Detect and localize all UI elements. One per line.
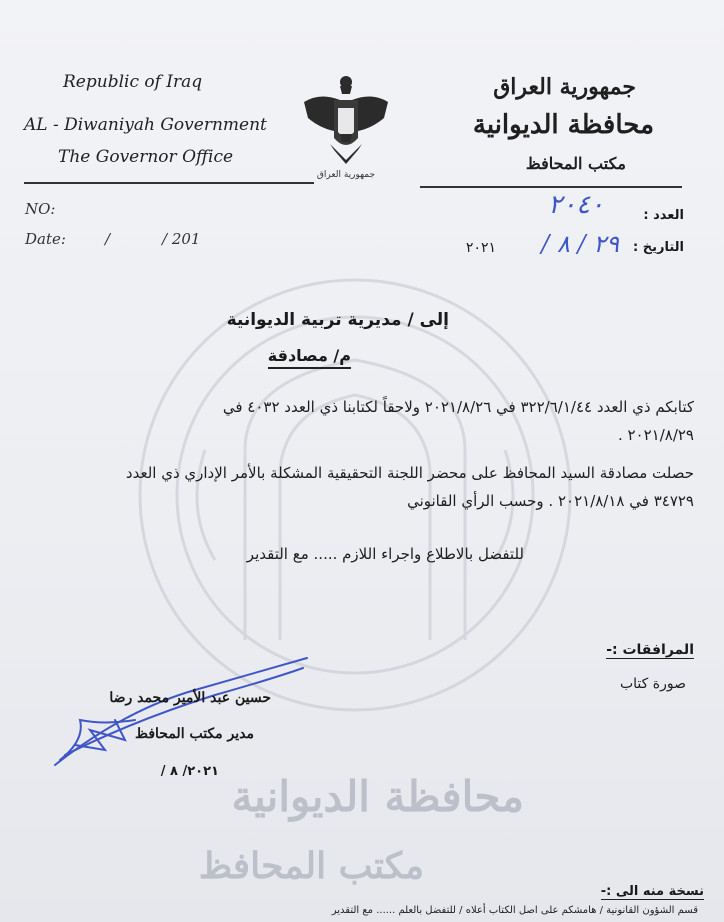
para1-line1: كتابكم ذي العدد ٣٢٢/٦/١/٤٤ في ٢٠٢١/٨/٢٦ ولاحقاً لكتابنا ذي العدد ٤٠٣٢ في [222, 398, 694, 416]
date-year: ٢٠٢١ [465, 240, 496, 256]
header-ar-line2: محافظة الديوانية [472, 110, 654, 140]
header-ar-line3: مكتب المحافظ [525, 154, 626, 173]
signature-date: ٢٠٢١/ ٨ / [160, 764, 219, 779]
copy-line: قسم الشؤون القانونية / هامشكم على اصل الكتاب أعلاه / للتفضل بالعلم ...... مع التقدير [331, 905, 698, 916]
attachments-item: صورة كتاب [619, 676, 686, 692]
date-label-ar: التاريخ : [633, 240, 684, 255]
closing-line: للتفضل بالاطلاع واجراء اللازم ..... مع التقدير [246, 545, 524, 563]
emblem-caption: جمهورية العراق [316, 170, 376, 180]
eagle-icon [300, 72, 392, 172]
letter-subject: م/ مصادقة [268, 346, 351, 369]
header-ar-line1: جمهورية العراق [493, 74, 636, 100]
para2-line1: حصلت مصادقة السيد المحافظ على محضر اللجنة التحقيقية المشكلة بالأمر الإداري ذي العدد [125, 464, 694, 482]
date-label: Date: [25, 230, 66, 248]
date-value-hand: ٢٩ / ٨ / [541, 230, 619, 258]
signatory-name: حسين عبد الأمير محمد رضا [109, 690, 271, 706]
signature-scribble [45, 650, 315, 775]
stamp-line2: مكتب المحافظ [198, 845, 424, 887]
signatory-title: مدير مكتب المحافظ [135, 726, 254, 742]
header-en-line2: AL - Diwaniyah Government [24, 115, 267, 135]
number-value-hand: ٢٠٤٠ [548, 190, 604, 220]
header-rule-left [24, 182, 314, 184]
attachments-label: المرافقات :- [606, 642, 694, 658]
copy-label: نسخة منه الى :- [600, 884, 704, 899]
para2-line2: ٣٤٧٢٩ في ٢٠٢١/٨/١٨ . وحسب الرأي القانوني [407, 492, 694, 510]
header-rule-right [420, 186, 682, 188]
no-label: NO: [25, 200, 56, 218]
header-en-line3: The Governor Office [58, 147, 234, 167]
letter-recipient: إلى / مديرية تربية الديوانية [226, 310, 449, 330]
iraq-emblem [300, 72, 392, 184]
date-slash-2: / 201 [162, 230, 201, 248]
para1-line2: ٢٠٢١/٨/٢٩ . [617, 426, 694, 444]
header-en-line1: Republic of Iraq [63, 72, 203, 92]
date-slash-1: / [105, 230, 111, 248]
stamp-line1: محافظة الديوانية [231, 772, 524, 821]
number-label-ar: العدد : [643, 208, 684, 223]
